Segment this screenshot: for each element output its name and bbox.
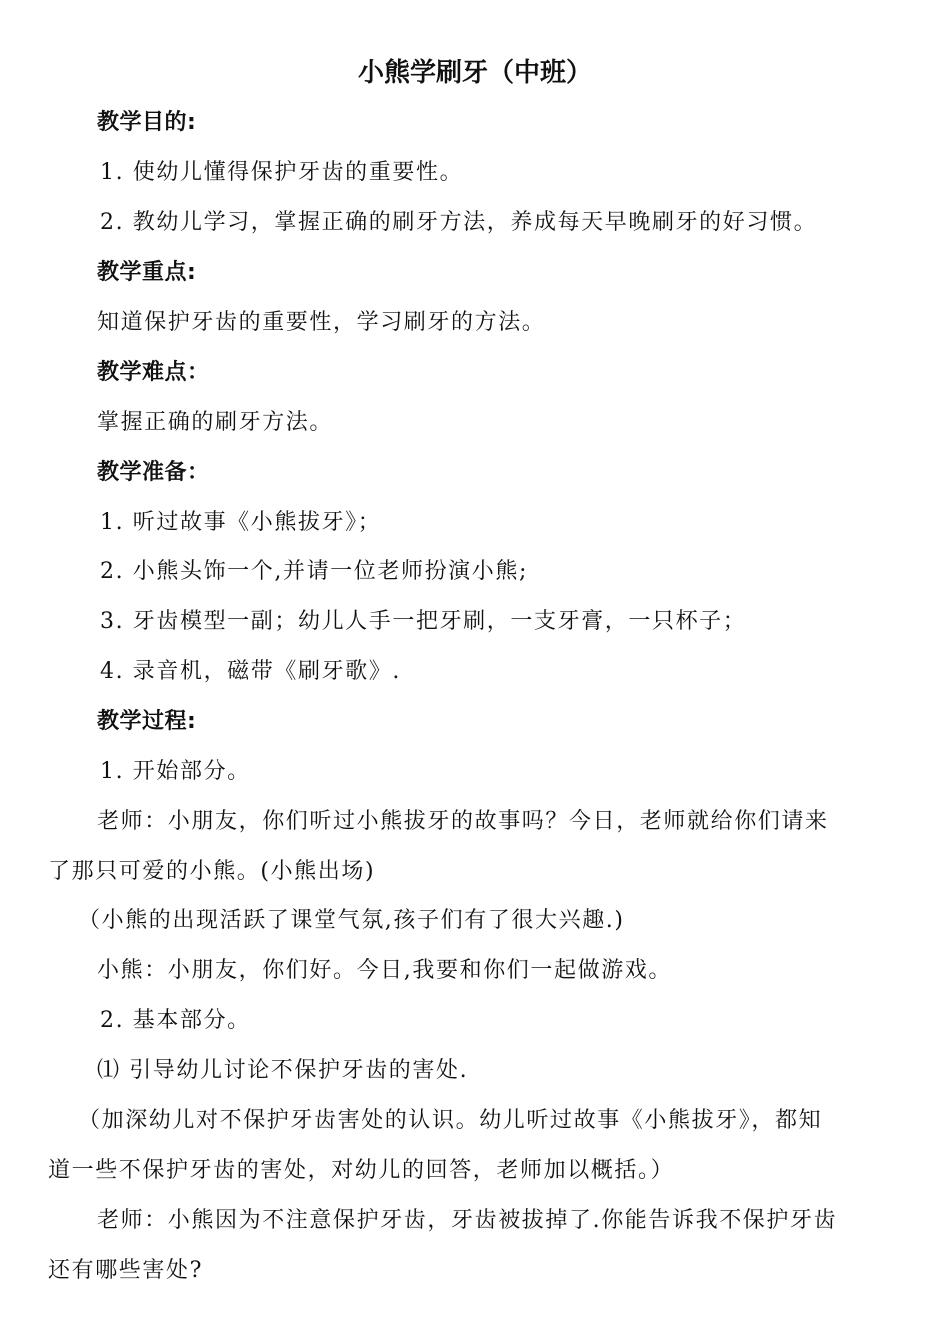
heading-process: 教学过程: bbox=[97, 709, 197, 734]
objective-item: 2. 教幼儿学习，掌握正确的刷牙方法，养成每天早晚刷牙的好习惯。 bbox=[100, 210, 818, 235]
teacher-question-line: 老师：小熊因为不注意保护牙齿，牙齿被拔掉了.你能告诉我不保护牙齿 bbox=[97, 1208, 838, 1233]
heading-key-points: 教学重点: bbox=[97, 260, 197, 285]
process-part2-label: 2. 基本部分。 bbox=[100, 1008, 251, 1033]
heading-objectives: 教学目的: bbox=[97, 110, 197, 135]
process-part1-label: 1. 开始部分。 bbox=[100, 759, 251, 784]
process-note: （加深幼儿对不保护牙齿害处的认识。幼儿听过故事《小熊拔牙》，都知 bbox=[78, 1108, 823, 1133]
teacher-question-line: 还有哪些害处? bbox=[48, 1258, 203, 1283]
difficulties-text: 掌握正确的刷牙方法。 bbox=[97, 410, 334, 435]
bear-dialogue: 小熊：小朋友，你们好。今日,我要和你们一起做游戏。 bbox=[97, 958, 672, 983]
heading-preparation: 教学准备： bbox=[97, 460, 210, 485]
teacher-intro-line: 了那只可爱的小熊。(小熊出场) bbox=[48, 859, 376, 884]
process-note: 道一些不保护牙齿的害处，对幼儿的回答，老师加以概括。） bbox=[48, 1158, 675, 1183]
document-title: 小熊学刷牙（中班） bbox=[357, 58, 592, 88]
preparation-item: 1. 听过故事《小熊拔牙》； bbox=[100, 510, 382, 535]
preparation-item: 4. 录音机，磁带《刷牙歌》. bbox=[100, 659, 401, 684]
preparation-item: 2. 小熊头饰一个,并请一位老师扮演小熊; bbox=[100, 559, 528, 584]
process-note: （小熊的出现活跃了课堂气氛,孩子们有了很大兴趣.) bbox=[78, 908, 625, 933]
preparation-item: 3. 牙齿模型一副；幼儿人手一把牙刷，一支牙膏，一只杯子； bbox=[100, 609, 747, 634]
teacher-intro-line: 老师：小朋友，你们听过小熊拔牙的故事吗？今日，老师就给你们请来 bbox=[97, 809, 829, 834]
key-points-text: 知道保护牙齿的重要性，学习刷牙的方法。 bbox=[97, 310, 546, 335]
objective-item: 1. 使幼儿懂得保护牙齿的重要性。 bbox=[100, 160, 464, 185]
process-step: ⑴ 引导幼儿讨论不保护牙齿的害处. bbox=[97, 1058, 469, 1083]
heading-difficulties: 教学难点： bbox=[97, 360, 210, 385]
